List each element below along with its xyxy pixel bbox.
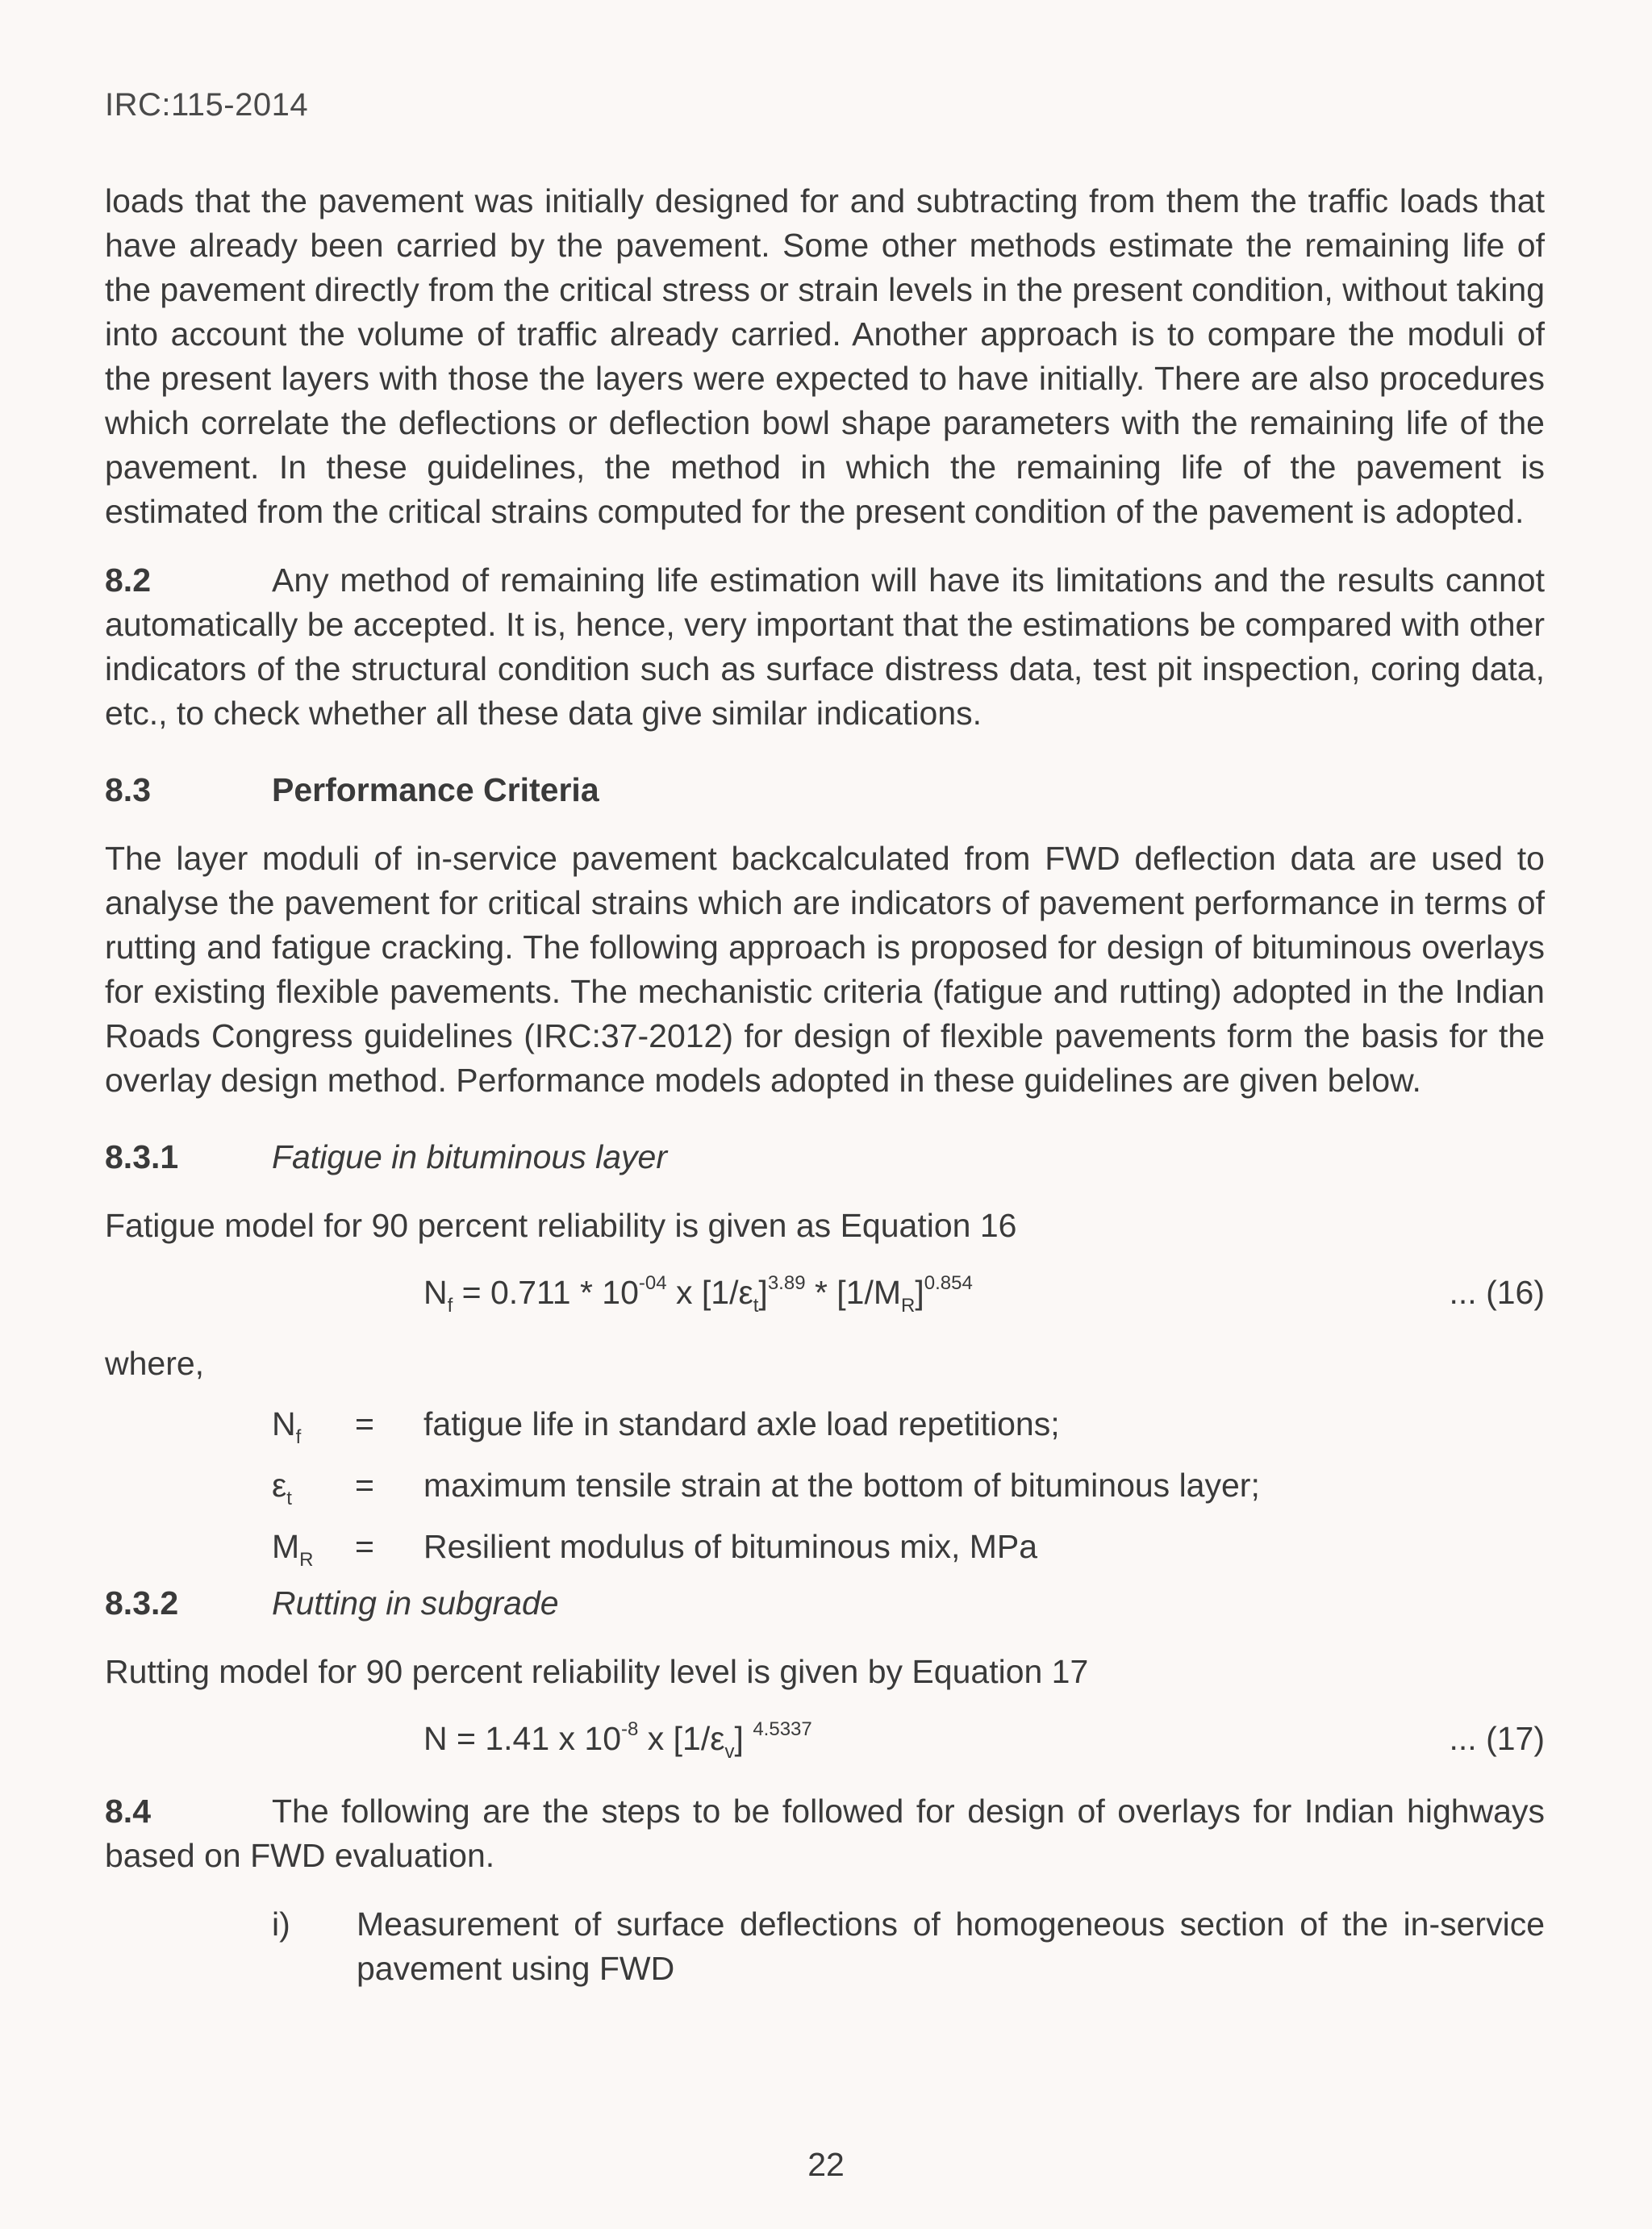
section-8-4 <box>105 1789 1545 1878</box>
section-8-3-1-heading <box>105 1135 1545 1179</box>
intro-paragraph: loads that the pavement was initially designed for and subtracting from them the traffic loads that have already been carried by the pavement. Some other methods estimate the remaining life of the pavement directly from the critical stress or strain levels in the present condition, without taking into account the volume of traffic already carried. Another approach is to compare the moduli of the present layers with those the layers were expected to have initially. There are also procedures which correlate the deflections or deflection bowl shape parameters with the remaining life of the pavement. In these guidelines, the method in which the remaining life of the pavement is estimated from the critical strains computed for the present condition of the pavement is adopted. <box>105 182 1545 530</box>
section-8-3-heading <box>105 768 1545 812</box>
list-marker: i) <box>272 1906 290 1943</box>
page-number: 22 <box>807 2146 845 2183</box>
list-item-text: Measurement of surface deflections of homogeneous section of the in-service pavement using FWD <box>357 1906 1545 1987</box>
definition-symbol: $N_f$ <box>272 1405 302 1448</box>
section-text: The following are the steps to be followed for design of overlays for Indian highways based on FWD evaluation. <box>105 1793 1545 1874</box>
equation-17 <box>105 1717 1545 1765</box>
definition-text: fatigue life in standard axle load repetitions; <box>423 1405 1060 1442</box>
definition-symbol: $\varepsilon_t$ <box>272 1467 292 1509</box>
rutting-formula: N = 1.41 x $10^{-8}$ x $[1/\varepsilon_v]$ $^{4.5337}$ <box>423 1718 812 1763</box>
section-number: 8.3.2 <box>105 1584 179 1622</box>
definition-item <box>105 1394 1545 1455</box>
section-number: 8.2 <box>105 561 151 599</box>
section-8-3-2-heading <box>105 1581 1545 1626</box>
section-8-3-paragraph: The layer moduli of in-service pavement backcalculated from FWD deflection data are used to analyse the pavement for critical strains which are indicators of pavement performance in terms of rutting and fatigue cracking. The following approach is proposed for design of bituminous overlays for existing flexible pavements. The mechanistic criteria (fatigue and rutting) adopted in the Indian Roads Congress guidelines (IRC:37-2012) for design of flexible pavements form the basis for the overlay design method. Performance models adopted in these guidelines are given below. <box>105 840 1545 1099</box>
section-number: 8.3.1 <box>105 1138 179 1175</box>
document-code-header: IRC:115-2014 <box>105 87 309 123</box>
section-text: Any method of remaining life estimation will have its limitations and the results cannot automatically be accepted. It is, hence, very important that the estimations be compared with other indicators of the structural condition such as surface distress data, test pit inspection, coring data, etc., to check whether all these data give similar indications. <box>105 561 1545 732</box>
definition-text: maximum tensile strain at the bottom of bituminous layer; <box>423 1467 1260 1504</box>
section-title: Rutting in subgrade <box>272 1584 559 1622</box>
equation-number: ... (17) <box>1449 1720 1545 1757</box>
section-number: 8.4 <box>105 1793 151 1830</box>
section-title: Performance Criteria <box>272 771 599 808</box>
equals-sign: = <box>355 1528 374 1565</box>
definition-list <box>105 1394 1545 1578</box>
definition-item <box>105 1517 1545 1578</box>
equals-sign: = <box>355 1467 374 1504</box>
where-label: where, <box>105 1345 205 1382</box>
section-8-2 <box>105 558 1545 736</box>
list-item <box>105 1902 1545 1991</box>
definition-text: Resilient modulus of bituminous mix, MPa <box>423 1528 1038 1565</box>
definition-symbol: $M_R$ <box>272 1528 314 1571</box>
equation-16 <box>105 1271 1545 1319</box>
page-content <box>105 179 1545 1991</box>
equation-number: ... (16) <box>1449 1274 1545 1311</box>
equals-sign: = <box>355 1405 374 1442</box>
fatigue-formula: $N_f = 0.711 * 10^{-04}$ x $[1/\varepsilon_t]^{3.89} * [1/M_R]^{0.854}$ <box>423 1272 973 1317</box>
section-number: 8.3 <box>105 771 151 808</box>
definition-item <box>105 1455 1545 1517</box>
rutting-intro: Rutting model for 90 percent reliability level is given by Equation 17 <box>105 1653 1089 1690</box>
fatigue-intro: Fatigue model for 90 percent reliability is given as Equation 16 <box>105 1207 1017 1244</box>
section-title: Fatigue in bituminous layer <box>272 1138 667 1175</box>
